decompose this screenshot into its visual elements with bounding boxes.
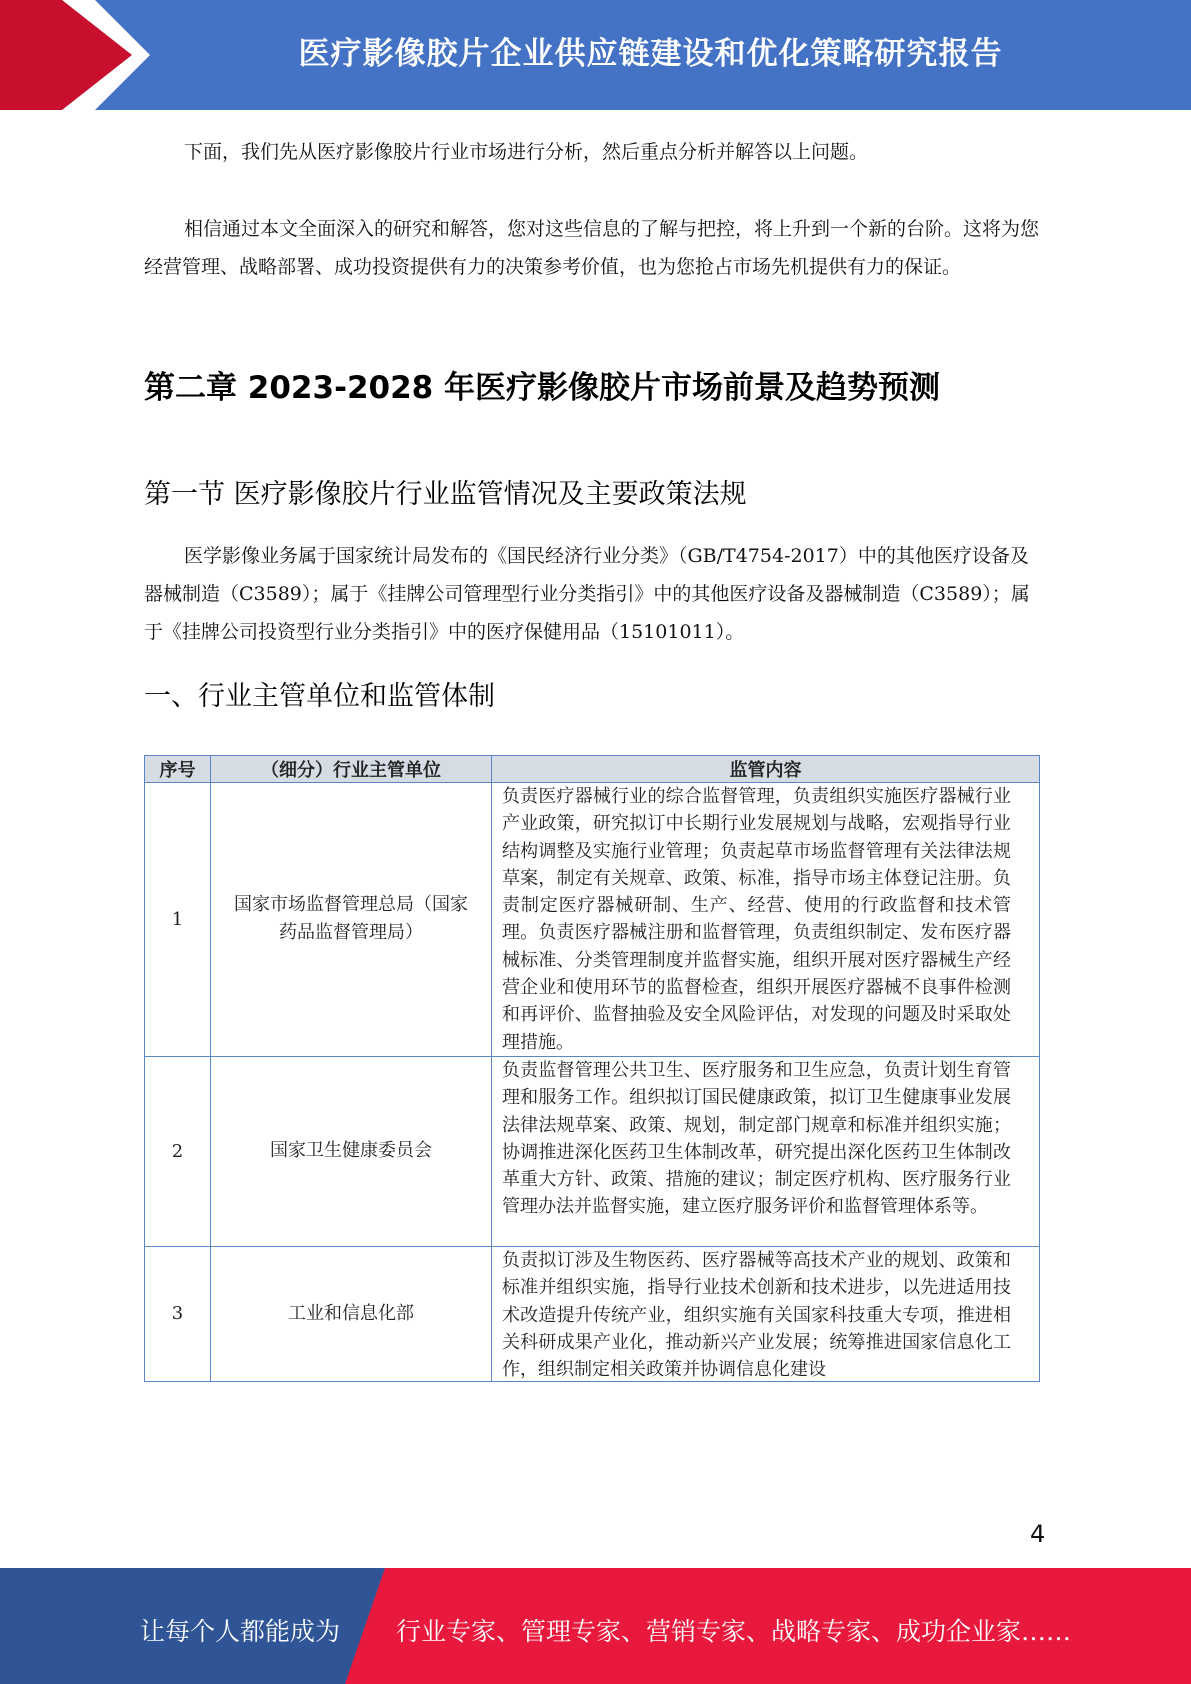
footer-slogan-left: 让每个人都能成为 [140, 1617, 341, 1646]
intro-paragraph: 下面，我们先从医疗影像胶片行业市场进行分析，然后重点分析并解答以上问题。 [184, 141, 869, 163]
section-heading: 第一节 医疗影像胶片行业监管情况及主要政策法规 [144, 479, 747, 510]
row-unit: 国家市场监督管理总局（国家药品监督管理局） [211, 783, 492, 1057]
row-content: 负责监督管理公共卫生、医疗服务和卫生应急，负责计划生育管理和服务工作。组织拟订国民健康政策，拟订卫生健康事业发展法律法规草案、政策、规划，制定部门规章和标准并组织实施；协调推进深化医药卫生体制改革，研究提出深化医药卫生体制改革重大方针、政策、措施的建议；制定医疗机构、医疗服务行业管理办法并监督实施，建立医疗服务评价和监督管理体系等。 [492, 1056, 1040, 1246]
row-content: 负责医疗器械行业的综合监督管理，负责组织实施医疗器械行业产业政策，研究拟订中长期行业发展规划与战略，宏观指导行业结构调整及实施行业管理；负责起草市场监督管理有关法律法规草案，制定有关规章、政策、标准，指导市场主体登记注册。负责制定医疗器械研制、生产、经营、使用的行政监督和技术管理。负责医疗器械注册和监督管理，负责组织制定、发布医疗器械标准、分类管理制度并监督实施，组织开展对医疗器械生产经营企业和使用环节的监督检查，组织开展医疗器械不良事件检测和再评价、监督抽验及安全风险评估，对发现的问题及时采取处理措施。 [492, 783, 1040, 1057]
page-number: 4 [1030, 1520, 1046, 1548]
table-row [145, 1056, 1040, 1246]
table-header-row [145, 756, 1040, 783]
header-title: 医疗影像胶片企业供应链建设和优化策略研究报告 [298, 35, 1003, 72]
header-content: 监管内容 [492, 756, 1040, 783]
table-row [145, 1246, 1040, 1381]
header-arrow-decoration [0, 0, 150, 110]
header-banner [0, 0, 1191, 110]
row-content: 负责拟订涉及生物医药、医疗器械等高技术产业的规划、政策和标准并组织实施，指导行业技术创新和技术进步，以先进适用技术改造提升传统产业，组织实施有关国家科技重大专项，推进相关科研成果产业化，推动新兴产业发展；统筹推进国家信息化工作，组织制定相关政策并协调信息化建设 [502, 1249, 1011, 1381]
regulator-table [144, 755, 1040, 1382]
chapter-heading: 第二章 2023-2028 年医疗影像胶片市场前景及趋势预测 [144, 370, 941, 406]
subsection-heading: 一、行业主管单位和监管体制 [144, 681, 495, 712]
row-num: 1 [145, 783, 211, 1057]
table-row [145, 783, 1040, 1057]
header-num: 序号 [145, 756, 211, 783]
summary-paragraph: 相信通过本文全面深入的研究和解答，您对这些信息的了解与把控，将上升到一个新的台阶。这将为您经营管理、战略部署、成功投资提供有力的决策参考价值，也为您抢占市场先机提供有力的保证。 [144, 218, 1040, 278]
footer-slogan-right: 行业专家、管理专家、营销专家、战略专家、成功企业家…… [396, 1617, 1072, 1646]
row-unit: 国家卫生健康委员会 [211, 1056, 492, 1246]
header-unit: （细分）行业主管单位 [211, 756, 492, 783]
row-unit: 工业和信息化部 [211, 1246, 492, 1381]
row-num: 2 [145, 1056, 211, 1246]
classification-paragraph: 医学影像业务属于国家统计局发布的《国民经济行业分类》（GB/T4754-2017）中的其他医疗设备及器械制造（C3589）；属于《挂牌公司管理型行业分类指引》中的其他医疗设备及器械制造（C3589）；属于《挂牌公司投资型行业分类指引》中的医疗保健用品（15101011）。 [144, 545, 1030, 643]
row-content-cell [492, 1246, 1040, 1381]
row-num: 3 [145, 1246, 211, 1381]
